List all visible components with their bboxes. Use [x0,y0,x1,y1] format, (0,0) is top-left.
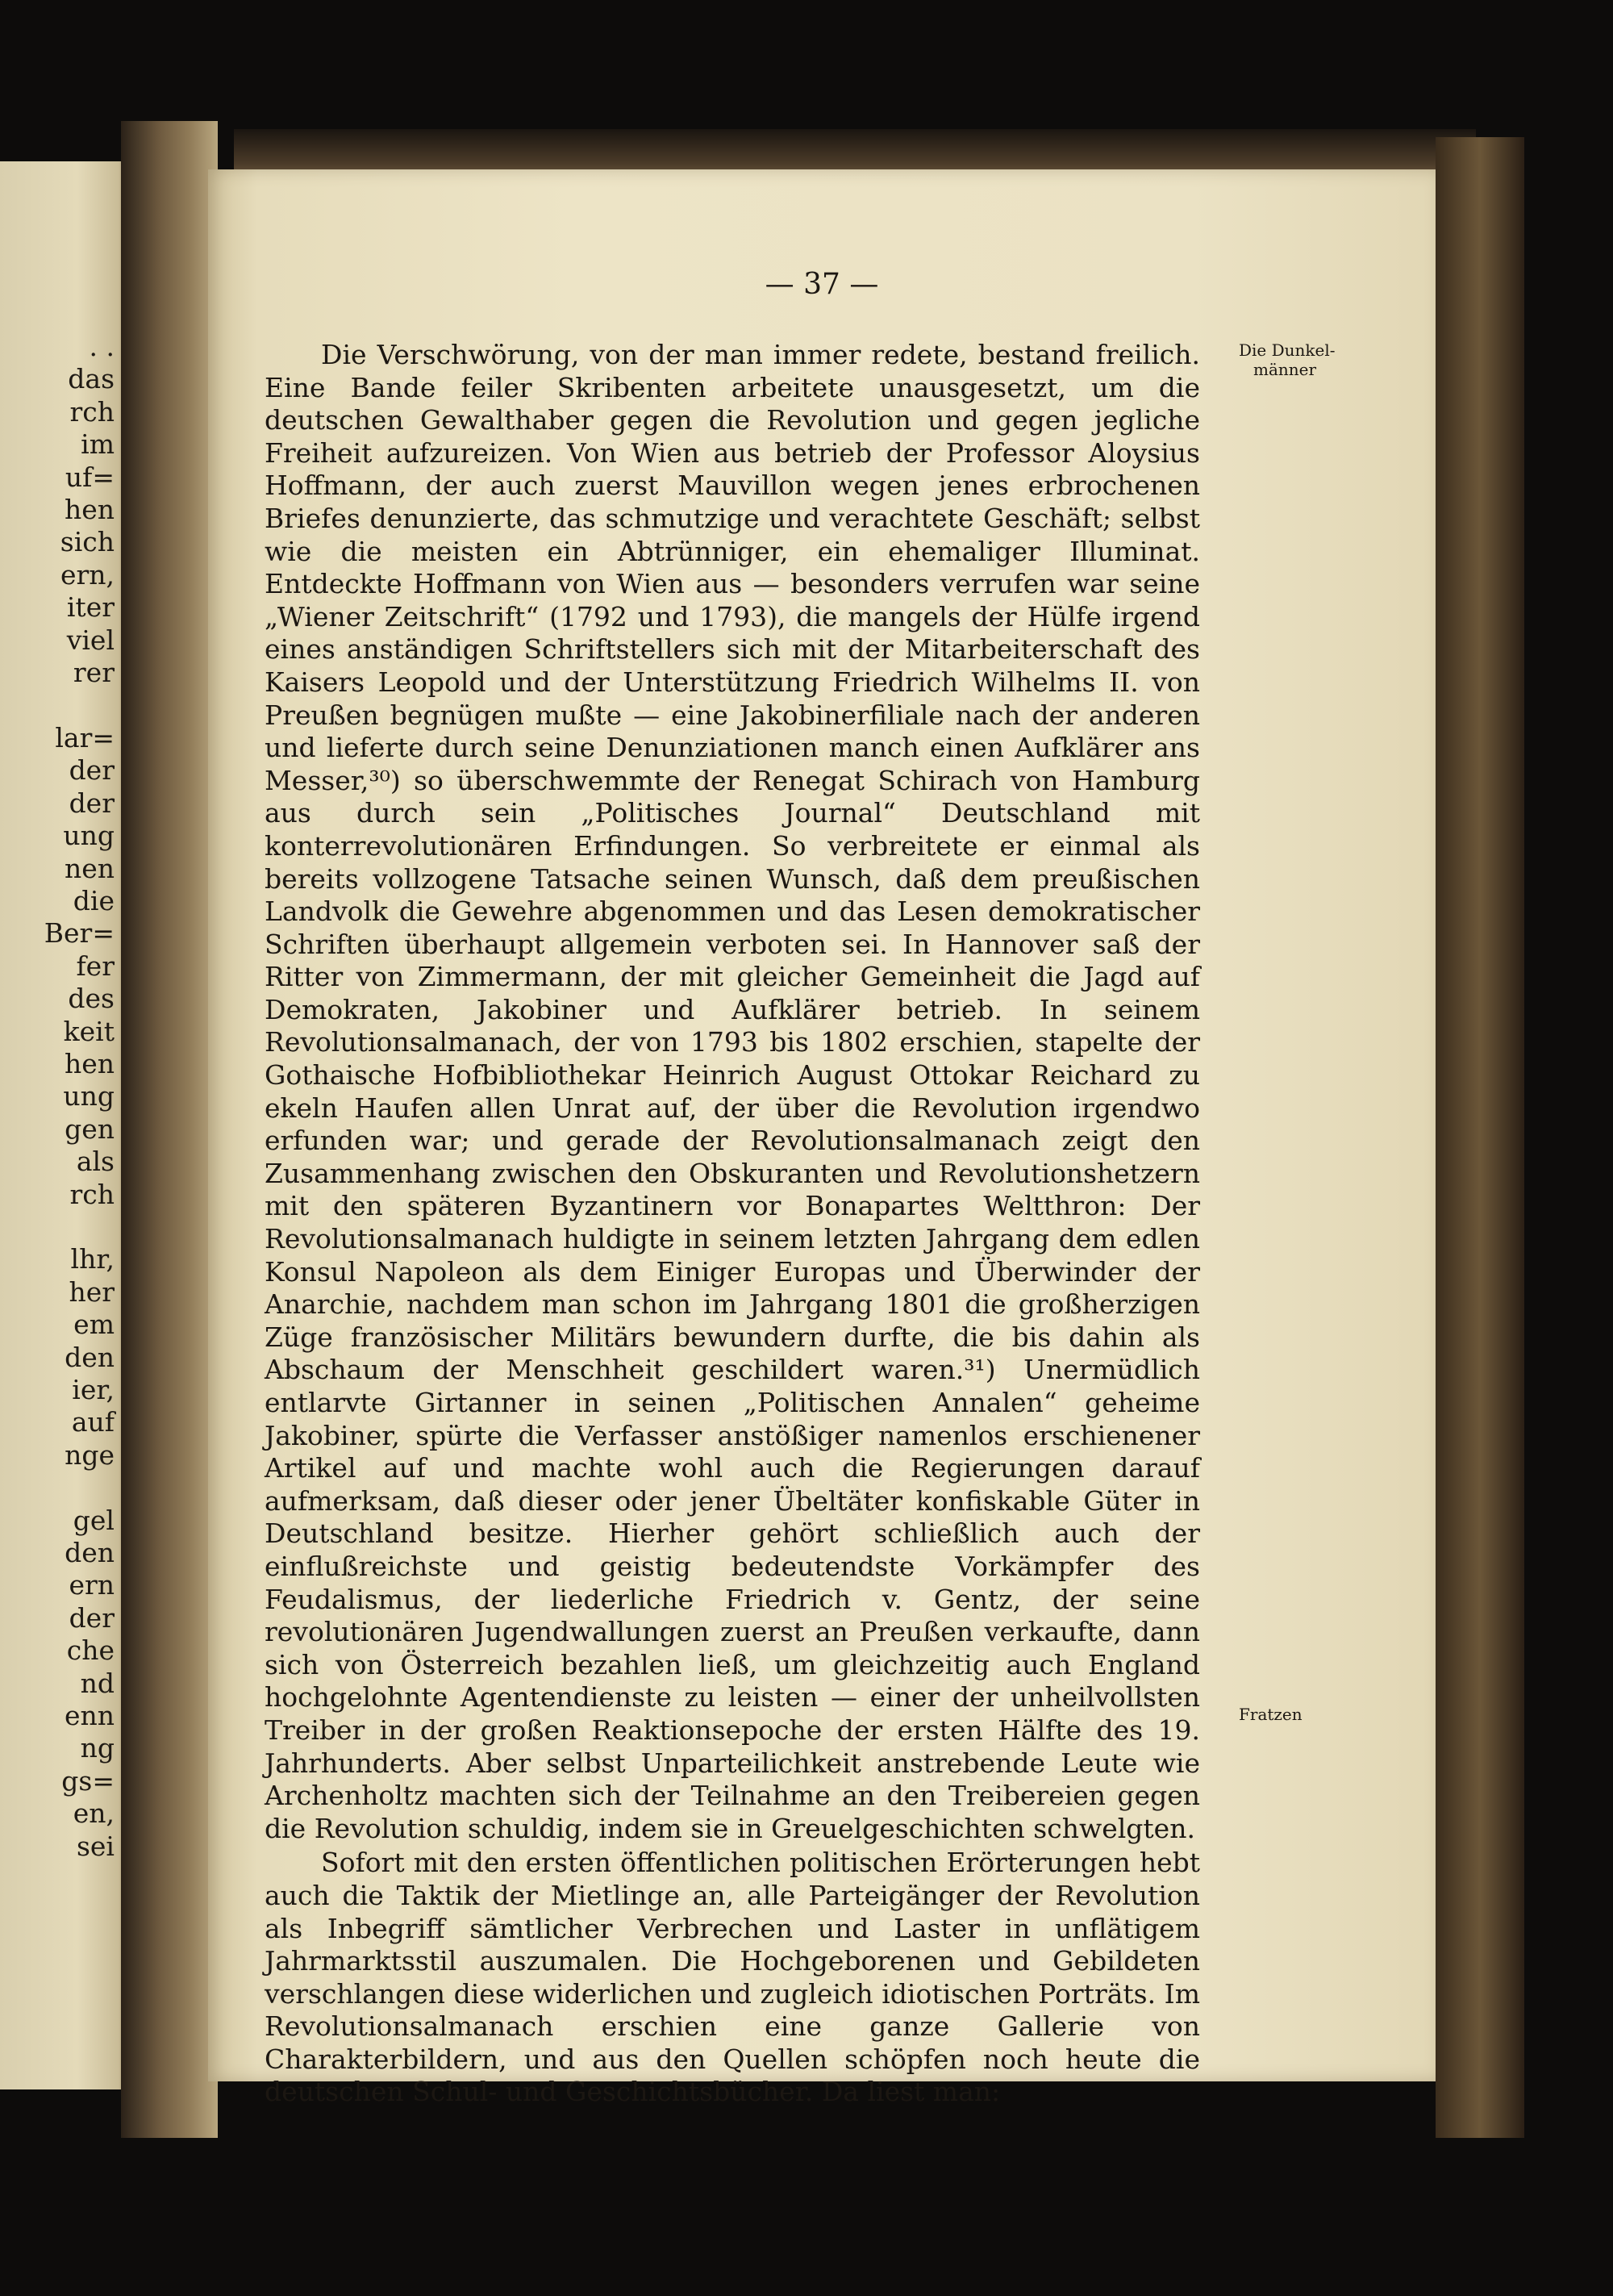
paragraph-2: Sofort mit den ersten öffentlichen politischen Erörterungen hebt auch die Taktik der Mietlinge an, alle Parteigänger der Revolution als Inbegriff sämtlicher Verbrechen und Laster in unflätigem Jahrmarktsstil auszumalen. Die Hochgeborenen und Gebildeten verschlangen diese widerlichen und zugleich idiotischen Porträts. Im Revolutionsalmanach erschien eine ganze Gallerie von Charakterbildern, und aus den Quellen schöpfen noch heute die deutschen Schul- und Geschichtsbücher. Da liest man: [265,1847,1200,2108]
margin-note-fratzen: Fratzen [1239,1705,1302,1724]
book-fore-edge [1436,137,1524,2138]
paragraph-1: Die Verschwörung, von der man immer redete, bestand freilich. Eine Bande feiler Skribenten arbeitete unausgesetzt, um die deutschen Gewalthaber gegen die Revolution und gegen jegliche Freiheit aufzureizen. Von Wien aus betrieb der Professor Aloysius Hoffmann, der auch zuerst Mauvillon wegen jenes erbrochenen Briefes denunzierte, das schmutzige und verachtete Geschäft; selbst wie die meisten ein Abtrünniger, ein ehemaliger Illuminat. Entdeckte Hoffmann von Wien aus — besonders verrufen war seine „Wiener Zeitschrift“ (1792 und 1793), die mangels der Hülfe irgend eines anständigen Schriftstellers sich mit der Mitarbeiterschaft des Kaisers Leopold und der Unterstützung Friedrich Wilhelms II. von Preußen begnügen mußte — eine Jakobinerfiliale nach der anderen und lieferte durch seine Denunziationen manch einen Aufklärer ans Messer,³⁰) so überschwemmte der Renegat Schirach von Hamburg aus durch sein „Politisches Journal“ Deutschland mit konterrevolutionären Erfindungen. So verbreitete er einmal als bereits vollzogene Tatsache seinen Wunsch, daß dem preußischen Landvolk die Gewehre abgenommen und das Lesen demokratischer Schriften überhaupt allgemein verboten sei. In Hannover saß der Ritter von Zimmermann, der mit gleicher Gemeinheit die Jagd auf Demokraten, Jakobiner und Aufklärer betrieb. In seinem Revolutionsalmanach, der von 1793 bis 1802 erschien, stapelte der Gothaische Hofbibliothekar Heinrich August Ottokar Reichard zu ekeln Haufen allen Unrat auf, der über die Revolution irgendwo erfunden war; und gerade der Revolutionsalmanach zeigt den Zusammenhang zwischen den Obskuranten und Revolutionshetzern mit den späteren Byzantinern vor Bonapartes Weltthron: Der Revolutionsalmanach huldigte in seinem letzten Jahrgang dem edlen Konsul Napoleon als dem Einiger Europas und Überwinder der Anarchie, nachdem man schon im Jahrgang 1801 die großherzigen Züge französischer Militärs bewundern durfte, die bis dahin als Abschaum der Menschheit geschildert waren.³¹) Unermüdlich entlarvte Girtanner in seinen „Politischen Annalen“ geheime Jakobiner, spürte die Verfasser anstößiger namenlos erschienener Artikel auf und machte wohl auch die Regierungen darauf aufmerksam, daß dieser oder jener Übeltäter konfiskable Güter in Deutschland besitze. Hierher gehört schließlich auch der einflußreichste und geistig bedeutendste Vorkämpfer des Feudalismus, der liederliche Friedrich v. Gentz, der seine revolutionären Jugendwallungen zuerst an Preußen verkaufte, dann sich von Österreich bezahlen ließ, um gleichzeitig auch England hochgelohnte Agentendienste zu leisten — einer der unheilvollsten Treiber in der großen Reaktionsepoche der ersten Hälfte des 19. Jahrhunderts. Aber selbst Unparteilichkeit anstrebende Leute wie Archenholtz machten sich der Teilnahme an den Treibereien gegen die Revolution schuldig, indem sie in Greuelgeschichten schwelgten. [265,339,1200,1844]
margin-note-dunkelmaenner [1239,340,1336,379]
margin-note-line: männer [1253,360,1317,379]
facing-page-text: . . das rch im uf= hen sich ern, iter viel rer lar= der der ung nen die Ber= fer des keit hen ung gen als rch lhr, her em den ier, auf nge gel den ern der che nd enn ng gs= en, sei [44,331,115,1862]
page-body [265,339,1200,2109]
margin-note-line: Die Dunkel- [1239,340,1336,360]
book-gutter [121,121,218,2138]
facing-page [0,161,129,2089]
page-number: — 37 — [765,268,879,301]
book-page [208,169,1436,2108]
